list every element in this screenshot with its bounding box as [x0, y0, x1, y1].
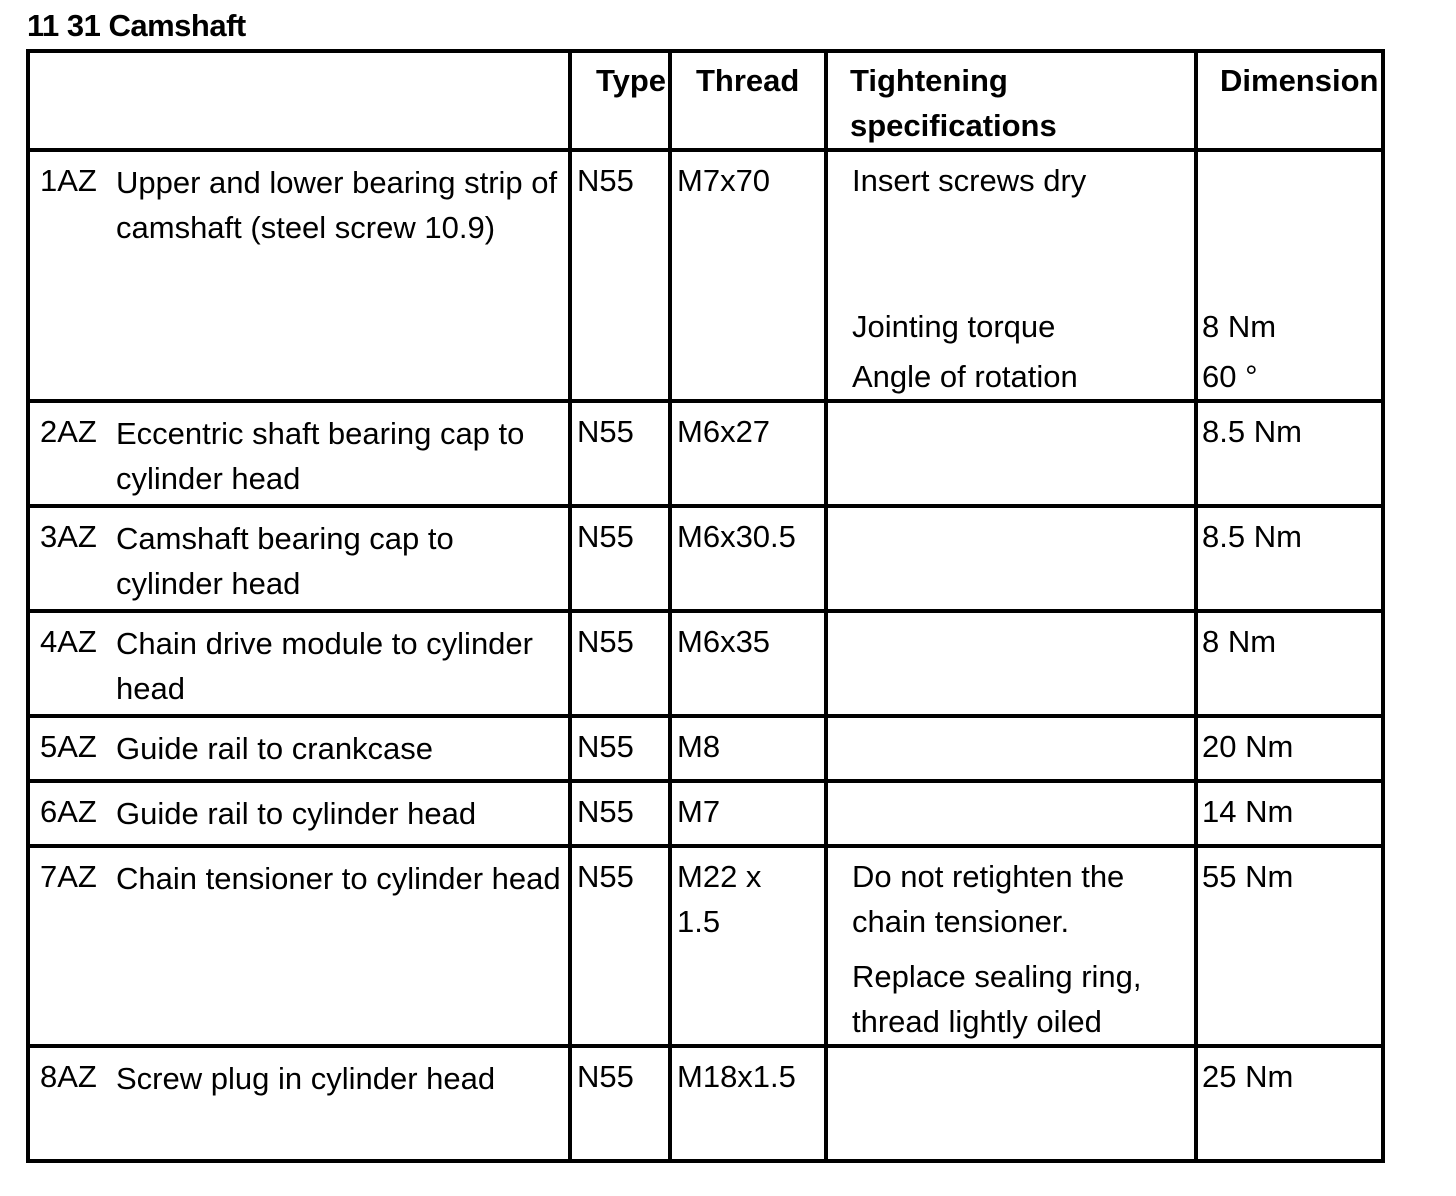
item-description: Eccentric shaft bearing cap to cylinder head: [116, 416, 525, 496]
tightening-cell: [826, 611, 1196, 716]
dimension-cell: 8 Nm: [1196, 611, 1383, 716]
table-row: [28, 150, 1383, 401]
thread-cell: M7: [670, 781, 826, 846]
item-id: 6AZ: [40, 794, 97, 829]
item-id: 1AZ: [40, 163, 97, 198]
document-title: 11 31 Camshaft: [27, 8, 246, 43]
spec-line: Do not retighten the chain tensioner.: [852, 859, 1125, 939]
header-type: Type: [570, 51, 670, 150]
tightening-cell: [826, 846, 1196, 1046]
type-cell: N55: [570, 781, 670, 846]
table-row: [28, 401, 1383, 506]
item-id: 2AZ: [40, 414, 97, 449]
table-row: [28, 611, 1383, 716]
item-description: Guide rail to cylinder head: [116, 796, 477, 831]
item-cell: [28, 716, 570, 781]
tightening-cell: [826, 716, 1196, 781]
item-id: 7AZ: [40, 859, 97, 894]
item-description: Screw plug in cylinder head: [116, 1061, 496, 1096]
item-cell: [28, 506, 570, 611]
tightening-cell: [826, 1046, 1196, 1161]
tightening-cell: [826, 781, 1196, 846]
thread-cell: M8: [670, 716, 826, 781]
type-cell: N55: [570, 506, 670, 611]
dimension-cell: 20 Nm: [1196, 716, 1383, 781]
type-cell: N55: [570, 846, 670, 1046]
type-cell: N55: [570, 1046, 670, 1161]
spec-line: Angle of rotation: [852, 359, 1078, 394]
item-cell: [28, 846, 570, 1046]
item-cell: [28, 611, 570, 716]
item-description: Upper and lower bearing strip of camshaft (steel screw 10.9): [116, 165, 558, 245]
table-row: [28, 1046, 1383, 1161]
item-description: Camshaft bearing cap to cylinder head: [116, 521, 454, 601]
thread-cell: M7x70: [670, 150, 826, 401]
table-row: [28, 846, 1383, 1046]
dimension-cell: 14 Nm: [1196, 781, 1383, 846]
item-description: Chain tensioner to cylinder head: [116, 861, 561, 896]
item-cell: [28, 401, 570, 506]
type-cell: N55: [570, 150, 670, 401]
tightening-cell: [826, 150, 1196, 401]
item-id: 5AZ: [40, 729, 97, 764]
dimension-cell: [1196, 150, 1383, 401]
dimension-value: 8 Nm: [1202, 309, 1277, 344]
item-description: Chain drive module to cylinder head: [116, 626, 533, 706]
header-dimension: Dimension: [1196, 51, 1383, 150]
thread-cell: M6x27: [670, 401, 826, 506]
table-row: [28, 781, 1383, 846]
camshaft-spec-table: [26, 49, 1385, 1163]
spec-line: Insert screws dry: [852, 163, 1087, 198]
item-cell: [28, 1046, 570, 1161]
header-thread: Thread: [670, 51, 826, 150]
tightening-cell: [826, 506, 1196, 611]
dimension-cell: 25 Nm: [1196, 1046, 1383, 1161]
thread-cell: M6x35: [670, 611, 826, 716]
header-item: [28, 51, 570, 150]
dimension-cell: 8.5 Nm: [1196, 506, 1383, 611]
dimension-cell: 55 Nm: [1196, 846, 1383, 1046]
item-cell: [28, 781, 570, 846]
header-tightening-specifications: Tightening specifications: [826, 51, 1196, 150]
item-id: 8AZ: [40, 1059, 97, 1094]
item-cell: [28, 150, 570, 401]
item-id: 4AZ: [40, 624, 97, 659]
table-header-row: [28, 51, 1383, 150]
item-id: 3AZ: [40, 519, 97, 554]
type-cell: N55: [570, 401, 670, 506]
spec-line: Jointing torque: [852, 309, 1056, 344]
table-row: [28, 506, 1383, 611]
dimension-value: 60 °: [1202, 359, 1258, 394]
thread-cell: M6x30.5: [670, 506, 826, 611]
thread-cell: M18x1.5: [670, 1046, 826, 1161]
spec-line: Replace sealing ring, thread lightly oiled: [852, 959, 1142, 1039]
thread-cell: M22 x 1.5: [670, 846, 826, 1046]
type-cell: N55: [570, 611, 670, 716]
tightening-cell: [826, 401, 1196, 506]
item-description: Guide rail to crankcase: [116, 731, 434, 766]
table-row: [28, 716, 1383, 781]
dimension-cell: 8.5 Nm: [1196, 401, 1383, 506]
type-cell: N55: [570, 716, 670, 781]
